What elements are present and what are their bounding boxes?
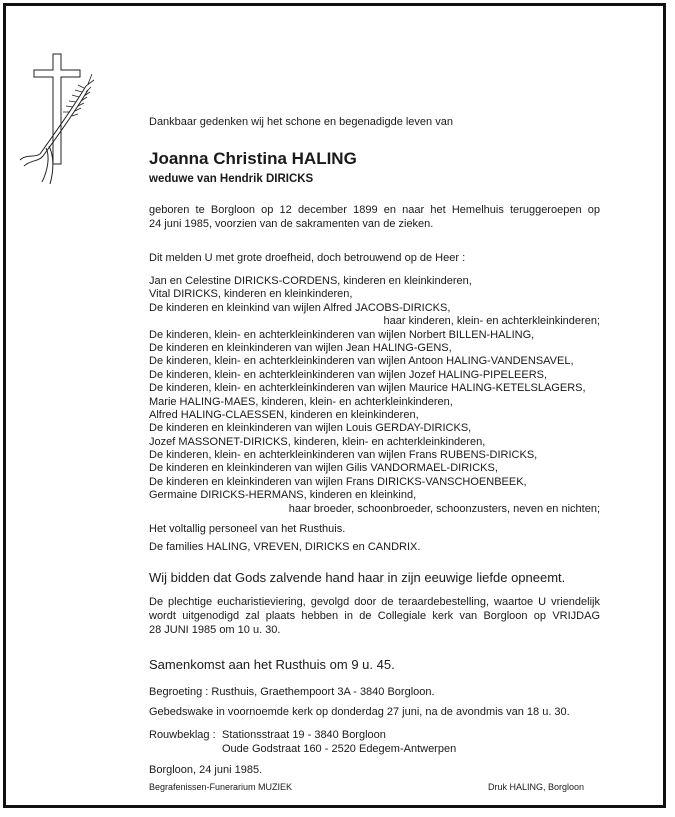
- funeral-line-1: De plechtige eucharistieviering, gevolgd door de teraardebestelling, waartoe U vriendelijk: [149, 596, 600, 608]
- deceased-name: Joanna Christina HALING: [149, 149, 357, 168]
- birth-line-2: 24 juni 1985, voorzien van de sakramenten van de zieken.: [149, 218, 434, 230]
- printer-credit: Druk HALING, Borgloon: [488, 782, 585, 792]
- prayer-line: Wij bidden dat Gods zalvende hand haar in zijn eeuwige liefde opneemt.: [149, 570, 566, 585]
- gathering-line: Samenkomst aan het Rusthuis om 9 u. 45.: [149, 657, 395, 672]
- family-line: De kinderen, klein- en achterkleinkinderen van wijlen Norbert BILLEN-HALING,: [149, 328, 535, 341]
- birth-line-1: geboren te Borgloon op 12 december 1899 en naar het Hemelhuis teruggeroepen op: [149, 204, 600, 216]
- undertaker-credit: Begrafenissen-Funerarium MUZIEK: [149, 782, 293, 792]
- staff-line: Het voltallig personeel van het Rusthuis.: [149, 523, 346, 535]
- funeral-line-3: 28 JUNI 1985 om 10 u. 30.: [149, 624, 281, 636]
- cross-wheat-icon: [16, 46, 100, 186]
- family-line: Germaine DIRICKS-HERMANS, kinderen en kleinkind,: [149, 489, 417, 502]
- family-line: De kinderen en kleinkinderen van wijlen Jean HALING-GENS,: [149, 341, 452, 354]
- family-line: De kinderen, klein- en achterkleinkinderen van wijlen Frans RUBENS-DIRICKS,: [149, 449, 538, 462]
- condolence-address-1: Stationsstraat 19 - 3840 Borgloon: [222, 729, 386, 741]
- family-line: Vital DIRICKS, kinderen en kleinkinderen,: [149, 288, 353, 301]
- family-line: De kinderen en kleinkind van wijlen Alfred JACOBS-DIRICKS,: [149, 301, 451, 314]
- family-line: De kinderen, klein- en achterkleinkinderen van wijlen Maurice HALING-KETELSLAGERS,: [149, 382, 586, 395]
- families-line: De families HALING, VREVEN, DIRICKS en CANDRIX.: [149, 541, 421, 553]
- family-line: Jan en Celestine DIRICKS-CORDENS, kinderen en kleinkinderen,: [149, 275, 472, 287]
- family-line: haar kinderen, klein- en achterkleinkinderen;: [383, 315, 600, 328]
- funeral-line-2: wordt uitgenodigd zal plaats hebben in de Collegiale kerk van Borgloon op VRIJDAG: [149, 610, 600, 622]
- memorial-card: [3, 3, 666, 808]
- family-line: Alfred HALING-CLAESSEN, kinderen en kleinkinderen,: [149, 408, 419, 421]
- condolence-label: Rouwbeklag :: [149, 729, 216, 741]
- family-line: Jozef MASSONET-DIRICKS, kinderen, klein- en achterkleinkinderen,: [149, 435, 486, 448]
- family-line: haar broeder, schoonbroeder, schoonzusters, neven en nichten;: [288, 502, 600, 515]
- family-line: Marie HALING-MAES, kinderen, klein- en achterkleinkinderen,: [149, 395, 453, 408]
- vigil-line: Gebedswake in voornoemde kerk op donderdag 27 juni, na de avondmis van 18 u. 30.: [149, 706, 570, 718]
- condolence-address-2: Oude Godstraat 160 - 2520 Edegem-Antwerpen: [222, 743, 457, 755]
- family-list: [149, 275, 600, 516]
- widow-of: weduwe van Hendrik DIRICKS: [149, 173, 314, 185]
- announce-text: Dit melden U met grote droefheid, doch betrouwend op de Heer :: [149, 252, 466, 264]
- family-line: De kinderen en kleinkinderen van wijlen Louis GERDAY-DIRICKS,: [149, 422, 472, 435]
- family-line: De kinderen en kleinkinderen van wijlen Gilis VANDORMAEL-DIRICKS,: [149, 462, 498, 475]
- family-line: De kinderen, klein- en achterkleinkinderen van wijlen Antoon HALING-VANDENSAVEL,: [149, 355, 574, 368]
- greeting-line: Begroeting : Rusthuis, Graethempoort 3A - 3840 Borgloon.: [149, 686, 435, 698]
- family-line: De kinderen, klein- en achterkleinkinderen van wijlen Jozef HALING-PIPELEERS,: [149, 368, 548, 381]
- family-line: De kinderen en kleinkinderen van wijlen Frans DIRICKS-VANSCHOENBEEK,: [149, 475, 527, 488]
- place-date: Borgloon, 24 juni 1985.: [149, 764, 263, 776]
- intro-text: Dankbaar gedenken wij het schone en begenadigde leven van: [149, 116, 453, 128]
